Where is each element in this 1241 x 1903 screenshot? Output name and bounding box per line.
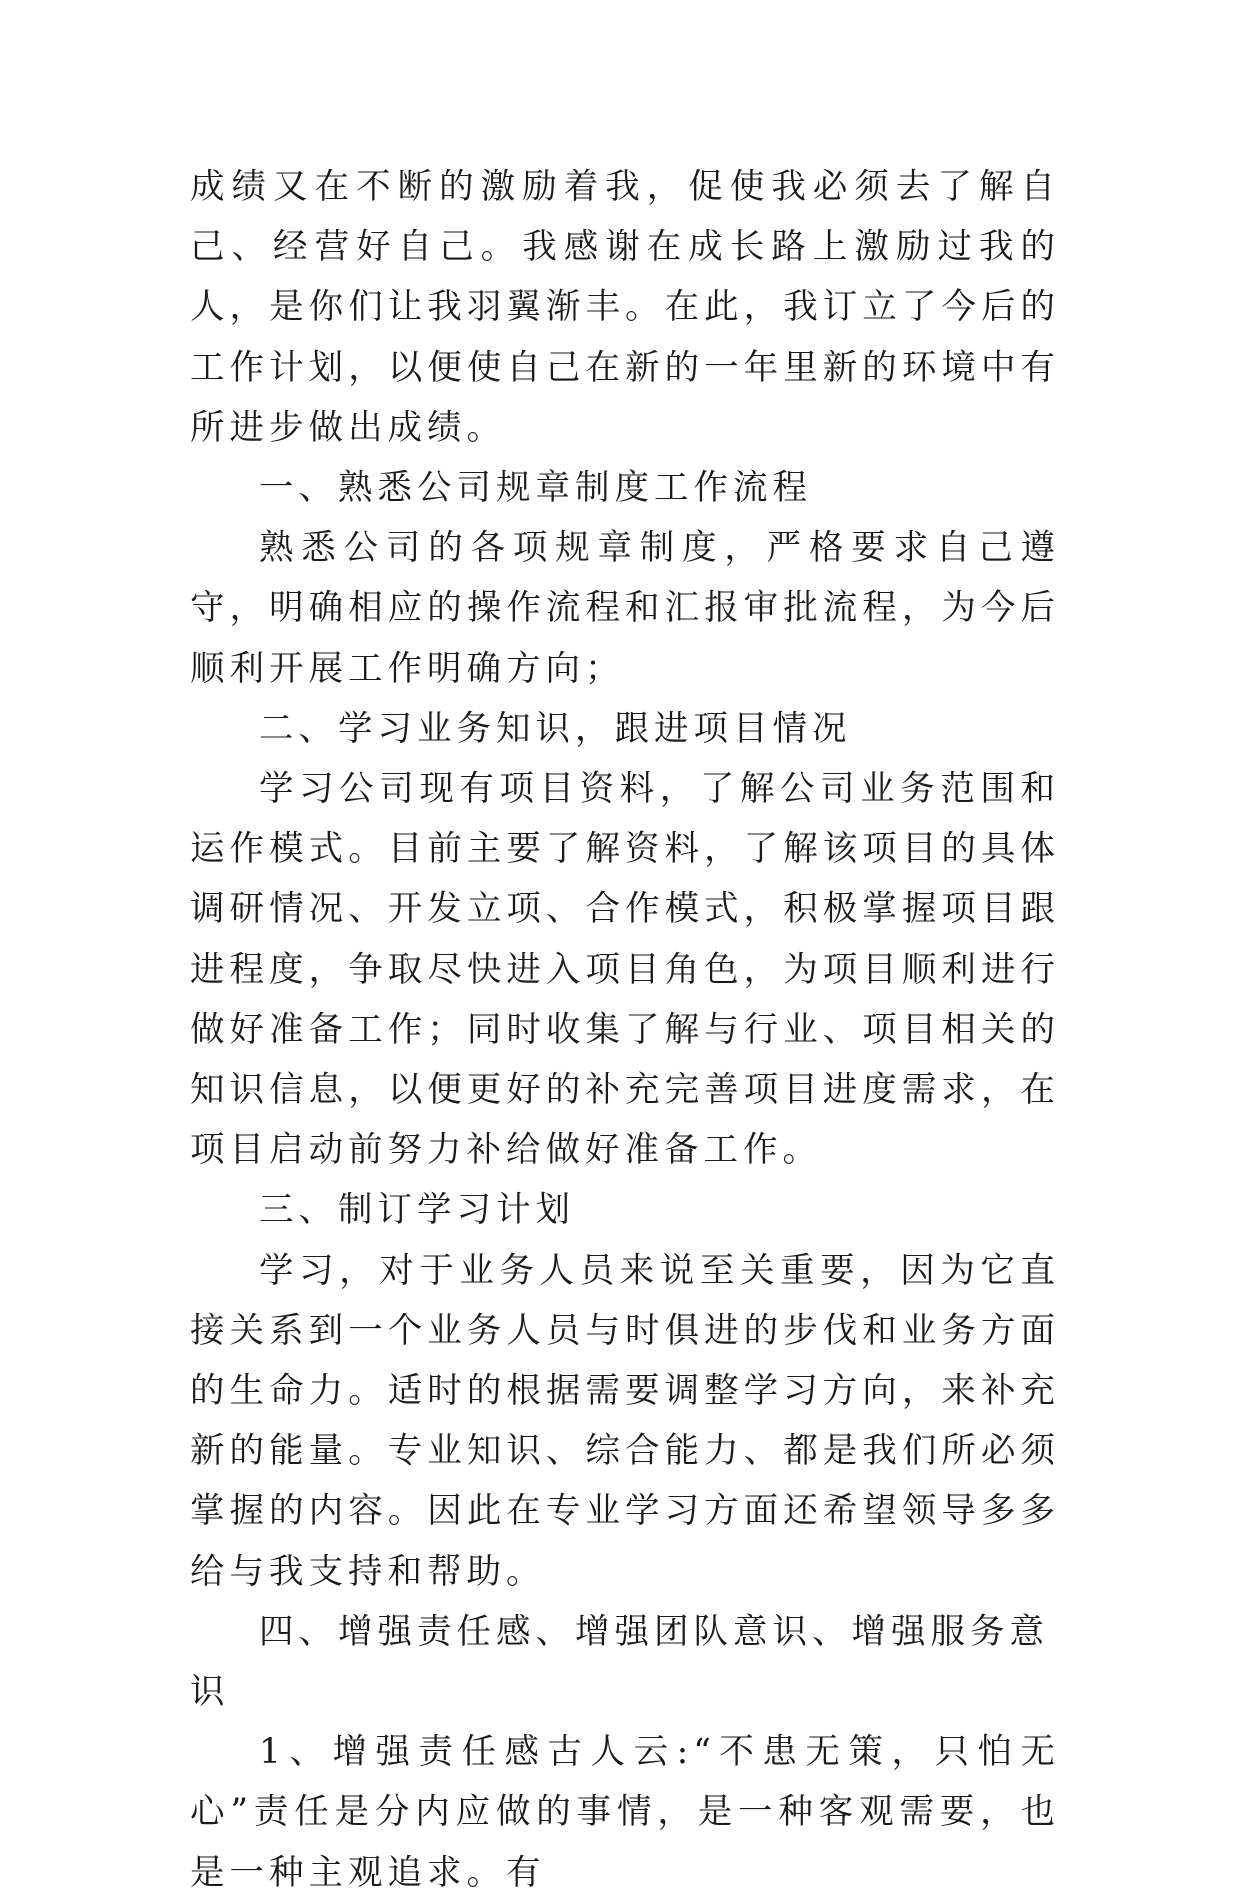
paragraph-section-3: 学习，对于业务人员来说至关重要，因为它直接关系到一个业务人员与时俱进的步伐和业务方面的生命力。适时的根据需要调整学习方向，来补充新的能量。专业知识、综合能力、都是我们所必须掌握的内容。因此在专业学习方面还希望领导多多给与我支持和帮助。 — [190, 1250, 1060, 1592]
paragraph-section-1: 熟悉公司的各项规章制度，严格要求自己遵守，明确相应的操作流程和汇报审批流程，为今后顺利开展工作明确方向； — [190, 528, 1060, 689]
paragraph-intro-continuation: 成绩又在不断的激励着我，促使我必须去了解自己、经营好自己。我感谢在成长路上激励过我的人，是你们让我羽翼渐丰。在此，我订立了今后的工作计划，以便使自己在新的一年里新的环境中有所进步做出成绩。 — [190, 167, 1060, 448]
paragraph-section-4-item-1: 1、增强责任感古人云:“不患无策，只怕无心”责任是分内应做的事情，是一种客观需要，也是一种主观追求。有 — [190, 1732, 1060, 1893]
paragraph-section-2: 学习公司现有项目资料，了解公司业务范围和运作模式。目前主要了解资料，了解该项目的具体调研情况、开发立项、合作模式，积极掌握项目跟进程度，争取尽快进入项目角色，为项目顺利进行做好准备工作；同时收集了解与行业、项目相关的知识信息，以便更好的补充完善项目进度需求，在项目启动前努力补给做好准备工作。 — [190, 769, 1060, 1171]
section-heading-2: 二、学习业务知识，跟进项目情况 — [259, 708, 852, 749]
section-heading-4: 四、增强责任感、增强团队意识、增强服务意识 — [190, 1611, 1049, 1713]
section-heading-3: 三、制订学习计划 — [259, 1190, 575, 1231]
document-body — [190, 157, 1060, 1903]
section-heading-1: 一、熟悉公司规章制度工作流程 — [259, 468, 812, 509]
